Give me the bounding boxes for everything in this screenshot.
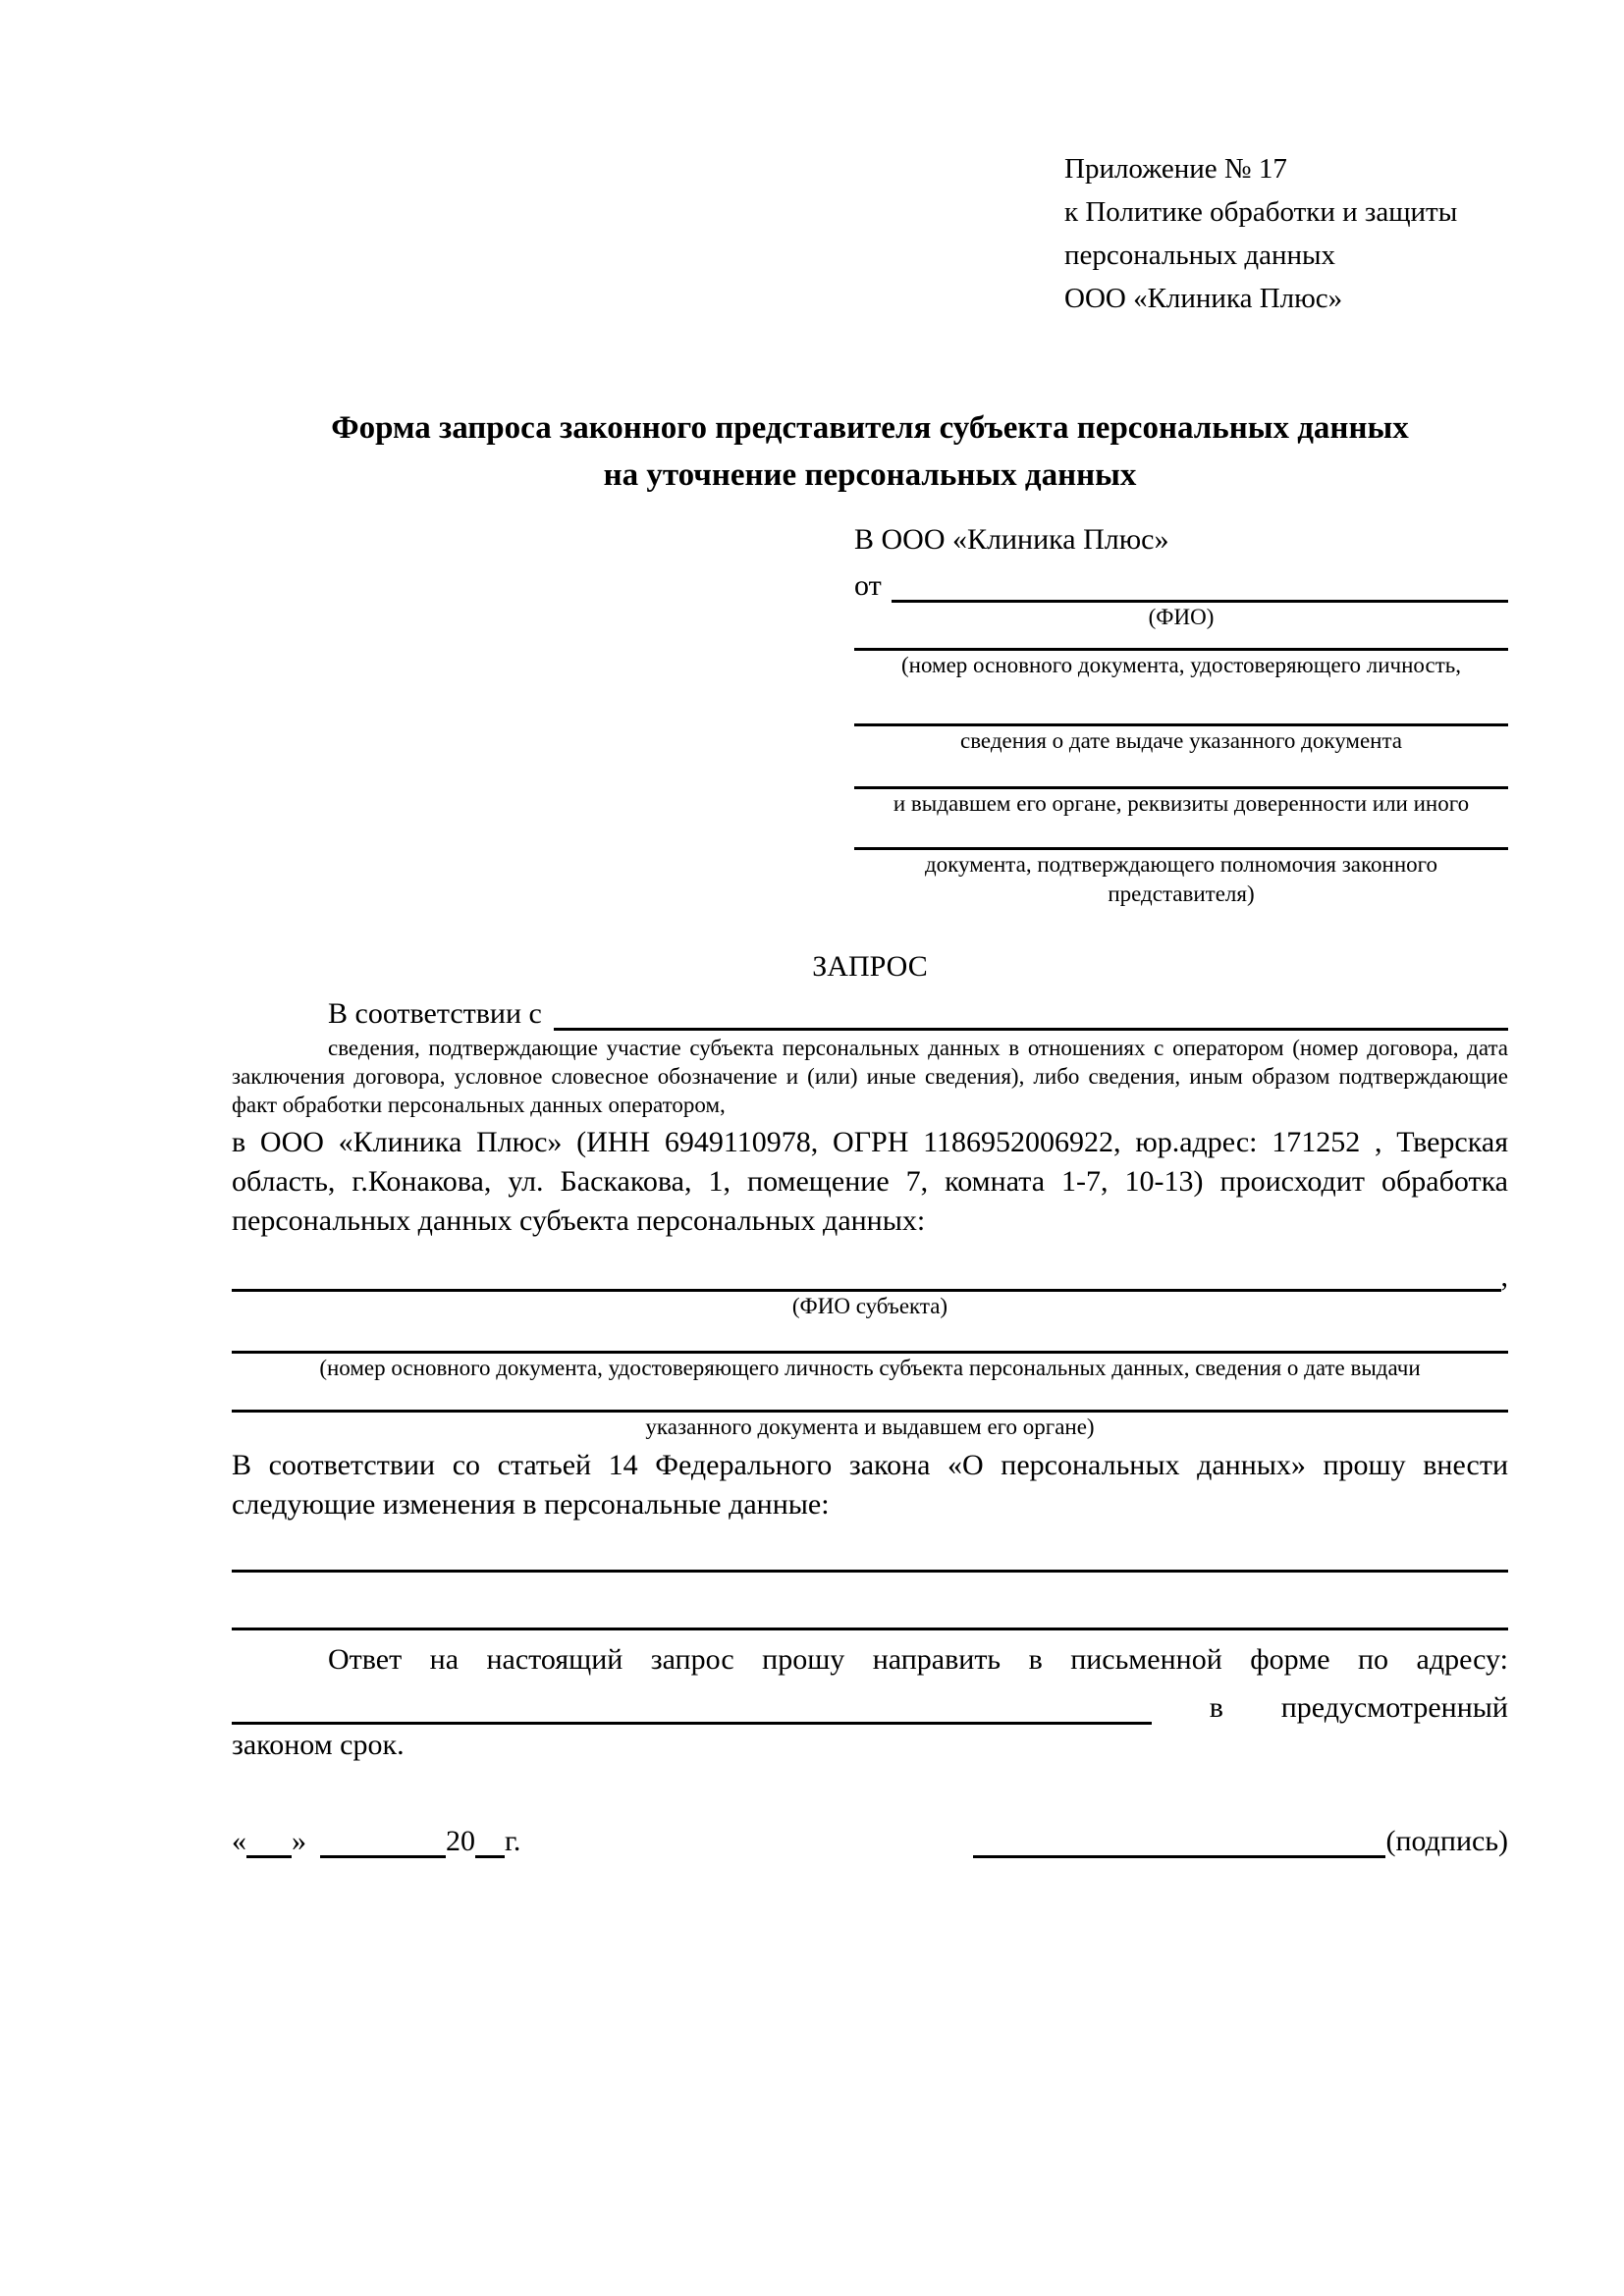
year-fill-line [475,1826,505,1858]
form-title-line: на уточнение персональных данных [603,457,1137,493]
document-content [232,147,1508,1858]
quote-close: » [292,1825,306,1857]
changes-fill-line [232,1628,1508,1630]
doc-fill-caption: (номер основного документа, удостоверяющего личность, [900,653,1461,677]
operator-paragraph: в ООО «Клиника Плюс» (ИНН 6949110978, ОГРН 1186952006922, юр.адрес: 171252 , Тверская область, г.Конакова, ул. Баскакова, 1, помещение 7, комната 1-7, 10-13) происходит обработка персональных данных субъекта персональных данных: [232,1126,1508,1237]
signature-block [973,1825,1508,1858]
date-signature-row [232,1817,1508,1858]
law-paragraph: В соответствии со статьей 14 Федерального закона «О персональных данных» прошу внести следующие изменения в персональные данные: [232,1449,1508,1521]
addressee-block [854,522,1508,909]
signature-caption: (подпись) [1385,1825,1508,1857]
appendix-block [1064,147,1508,320]
accordance-note: сведения, подтверждающие участие субъекта персональных данных в отношениях с оператором (номер договора, дата заключения договора, условное словесное обозначение и (или) иные сведения), либо сведения, иным образом подтверждающие факт обработки персональных данных оператором, [232,1036,1508,1117]
appendix-line: к Политике обработки и защиты [1064,196,1458,228]
form-title-line: Форма запроса законного представителя субъекта персональных данных [331,410,1409,446]
appendix-line: ООО «Клиника Плюс» [1064,283,1343,314]
doc-fill-caption: и выдавшем его органе, реквизиты доверенности или иного [893,791,1470,816]
from-row [854,563,1508,603]
month-fill-line [320,1826,446,1858]
year-suffix: г. [505,1825,521,1857]
accordance-fill-line [554,998,1508,1031]
subject-fio-caption: (ФИО субъекта) [791,1294,948,1318]
trailing-comma: , [1500,1260,1508,1293]
date-block [232,1825,520,1858]
quote-open: « [232,1825,246,1857]
fio-fill-line [892,570,1508,603]
from-label: от [854,569,882,602]
subject-fio-row [232,1255,1508,1292]
fio-caption: (ФИО) [1148,605,1215,629]
accordance-label: В соответствии с [328,997,542,1030]
subject-fio-fill-line [232,1259,1501,1292]
day-fill-line [246,1826,292,1858]
reply-address-fill-line [232,1692,1152,1725]
subject-doc-caption: указанного документа и выдавшем его органе) [645,1415,1095,1439]
form-title [232,404,1508,499]
year-prefix: 20 [446,1825,475,1857]
reply-address-row [232,1683,1508,1725]
changes-fill-line [232,1570,1508,1573]
request-heading: ЗАПРОС [812,950,928,983]
appendix-line: персональных данных [1064,240,1336,271]
reply-word-stipulated: предусмотренный [1280,1691,1508,1724]
reply-paragraph-end: законом срок. [232,1729,405,1761]
signature-fill-line [973,1826,1385,1858]
reply-paragraph-line: Ответ на настоящий запрос прошу направить в письменной форме по адресу: [328,1643,1508,1676]
subject-doc-caption: (номер основного документа, удостоверяющего личность субъекта персональных данных, сведения о дате выдачи [319,1356,1421,1380]
reply-word-in: в [1209,1691,1223,1724]
appendix-line: Приложение № 17 [1064,153,1287,185]
addressee-org: В ООО «Клиника Плюс» [854,523,1169,556]
accordance-row [232,991,1508,1031]
doc-fill-caption: документа, подтверждающего полномочия законного представителя) [924,852,1437,906]
doc-fill-caption: сведения о дате выдаче указанного документа [959,728,1403,753]
